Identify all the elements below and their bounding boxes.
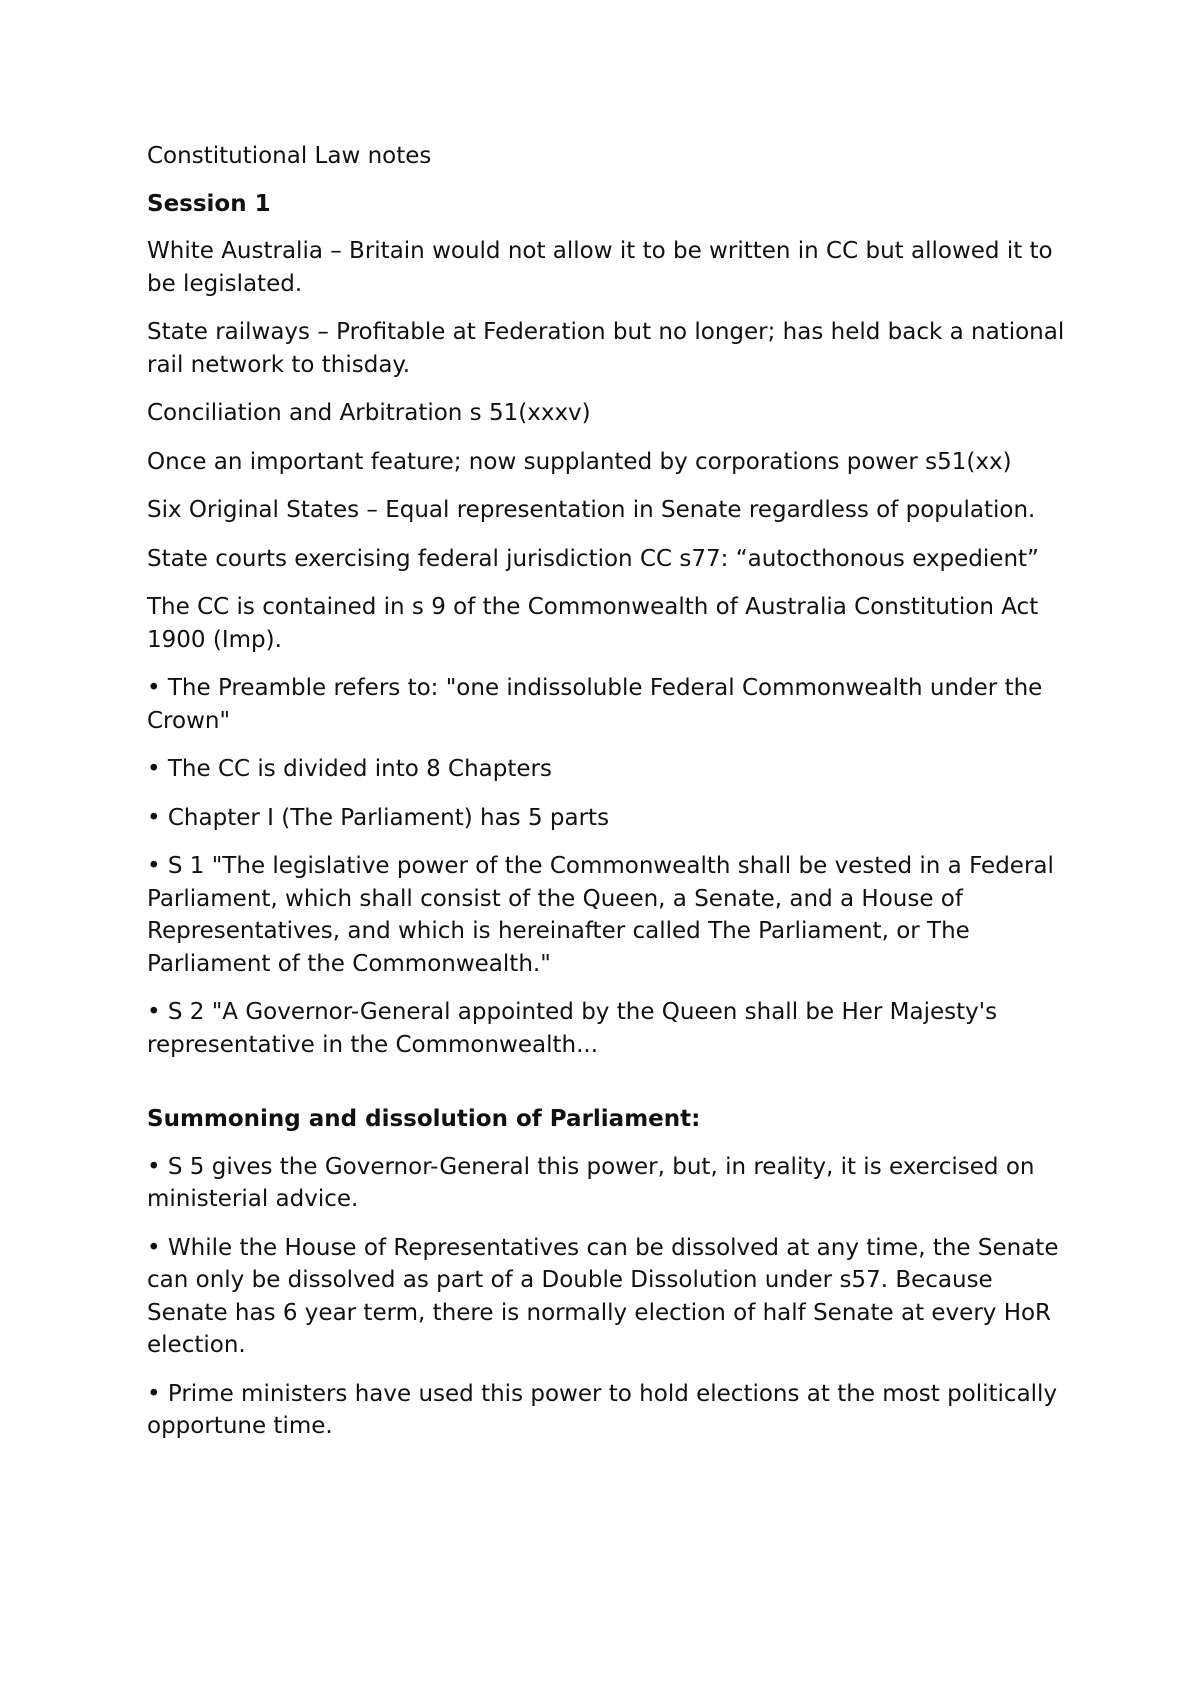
bullet-section-two: • S 2 "A Governor-General appointed by the Queen shall be Her Majesty's representative in the Commonwealth...	[147, 999, 998, 1058]
bullet-chapters: • The CC is divided into 8 Chapters	[147, 756, 552, 782]
paragraph-cc-contained: The CC is contained in s 9 of the Commonwealth of Australia Constitution Act 1900 (Imp).	[147, 594, 1039, 653]
summoning-heading: Summoning and dissolution of Parliament:	[147, 1106, 701, 1132]
document-title: Constitutional Law notes	[147, 143, 432, 169]
bullet-section-five: • S 5 gives the Governor-General this power, but, in reality, it is exercised on ministerial advice.	[147, 1153, 1035, 1212]
bullet-preamble: • The Preamble refers to: "one indissoluble Federal Commonwealth under the Crown"	[147, 675, 1043, 734]
paragraph-state-railways: State railways – Profitable at Federation but no longer; has held back a national rail network to thisday.	[147, 319, 1065, 378]
paragraph-six-states: Six Original States – Equal representation in Senate regardless of population.	[147, 497, 1036, 523]
paragraph-state-courts: State courts exercising federal jurisdiction CC s77: “autocthonous expedient”	[147, 545, 1039, 572]
bullet-dissolution: • While the House of Representatives can be dissolved at any time, the Senate can only be dissolved as part of a Double Dissolution under s57. Because Senate has 6 year term, there is normally election of half Senate at every HoR election.	[147, 1234, 1059, 1358]
bullet-prime-ministers: • Prime ministers have used this power to hold elections at the most politically opportune time.	[147, 1380, 1058, 1439]
paragraph-white-australia: White Australia – Britain would not allow it to be written in CC but allowed it to be legislated.	[147, 238, 1053, 297]
session-heading: Session 1	[147, 190, 271, 217]
paragraph-supplanted: Once an important feature; now supplanted by corporations power s51(xx)	[147, 448, 1012, 475]
document-page	[147, 140, 1077, 1459]
paragraph-conciliation: Conciliation and Arbitration s 51(xxxv)	[147, 400, 591, 426]
bullet-chapter-one: • Chapter I (The Parliament) has 5 parts	[147, 804, 610, 831]
bullet-section-one: • S 1 "The legislative power of the Commonwealth shall be vested in a Federal Parliament, which shall consist of the Queen, a Senate, and a House of Representatives, and which is hereinafter called The Parliament, or The Parliament of the Commonwealth."	[147, 853, 1054, 977]
